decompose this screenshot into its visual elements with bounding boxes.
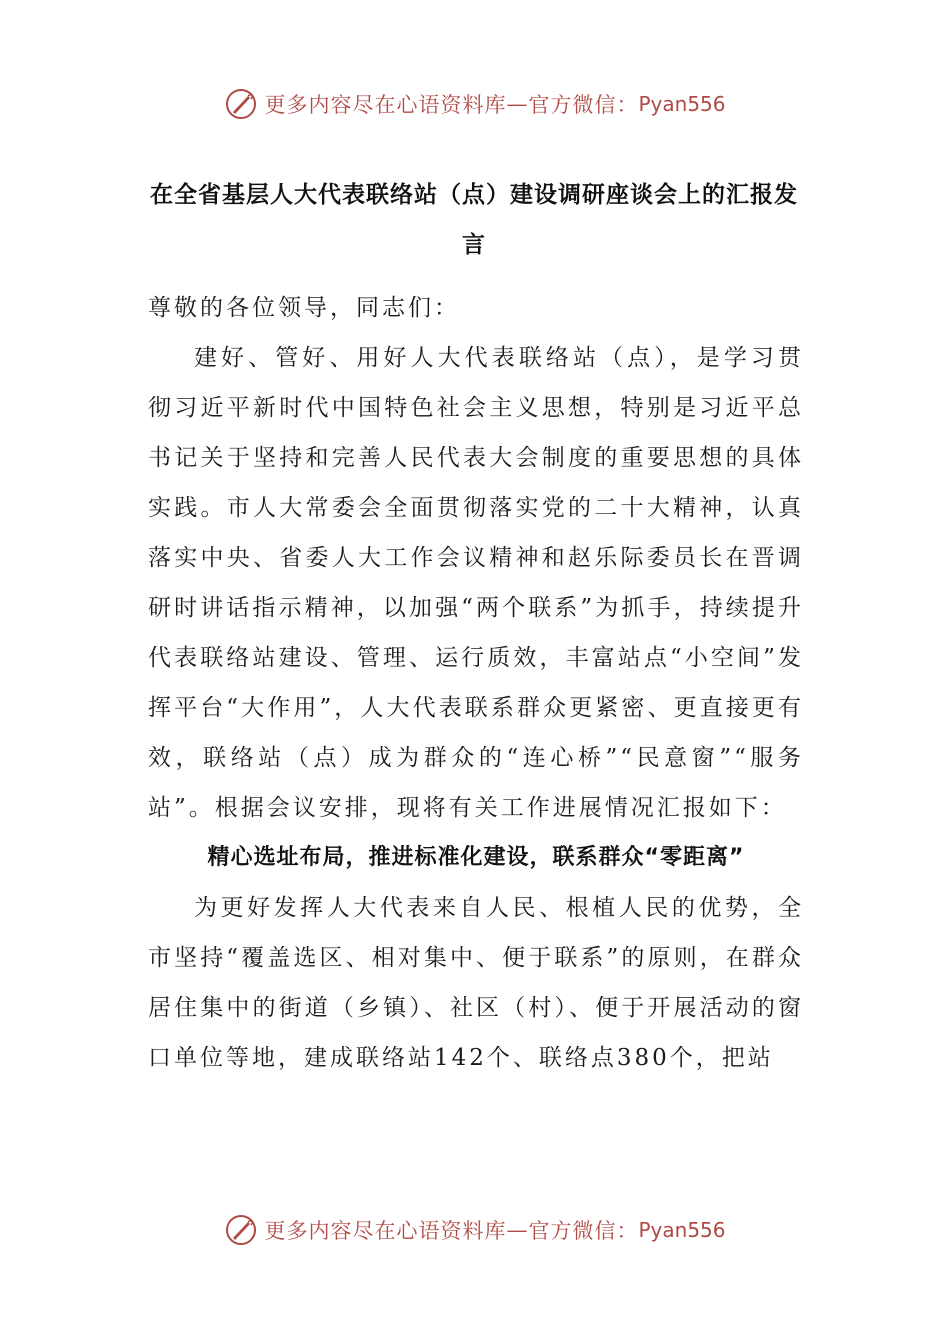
watermark-separator: — [506, 1218, 529, 1242]
footer-watermark [0, 1212, 950, 1248]
watermark-brand: 更多内容尽在心语资料库 [264, 1219, 507, 1243]
quill-logo-icon [224, 1213, 258, 1247]
salutation: 尊敬的各位领导，同志们： [148, 295, 460, 321]
intro-paragraph: 建好、管好、用好人大代表联络站（点），是学习贯彻习近平新时代中国特色社会主义思想，特别是习近平总书记关于坚持和完善人民代表大会制度的重要思想的具体实践。市人大常委会全面贯彻落实党的二十大精神，认真落实中央、省委人大工作会议精神和赵乐际委员长在晋调研时讲话指示精神，以加强“两个联系”为抓手，持续提升代表联络站建设、管理、运行质效，丰富站点“小空间”发挥平台“大作用”，人大代表联系群众更紧密、更直接更有效，联络站（点）成为群众的“连心桥”“民意窗”“服务站”。根据会议安排，现将有关工作进展情况汇报如下： [148, 345, 804, 821]
watermark-brand: 更多内容尽在心语资料库 [264, 93, 507, 117]
section-paragraph: 为更好发挥人大代表来自人民、根植人民的优势，全市坚持“覆盖选区、相对集中、便于联系”的原则，在群众居住集中的街道（乡镇）、社区（村）、便于开展活动的窗口单位等地，建成联络站142个、联络点380个，把站 [148, 895, 804, 1071]
document-body [148, 283, 804, 1083]
section-heading: 精心选址布局，推进标准化建设，联系群众“零距离” [207, 845, 745, 870]
watermark-separator: — [506, 92, 529, 116]
header-watermark [0, 86, 950, 122]
watermark-handle: Pyan556 [638, 1218, 726, 1242]
watermark-handle: Pyan556 [638, 92, 726, 116]
quill-logo-icon [224, 87, 258, 121]
watermark-contact-label: 官方微信： [528, 93, 639, 117]
watermark-contact-label: 官方微信： [528, 1219, 639, 1243]
document-title: 在全省基层人大代表联络站（点）建设调研座谈会上的汇报发言 [150, 182, 798, 258]
